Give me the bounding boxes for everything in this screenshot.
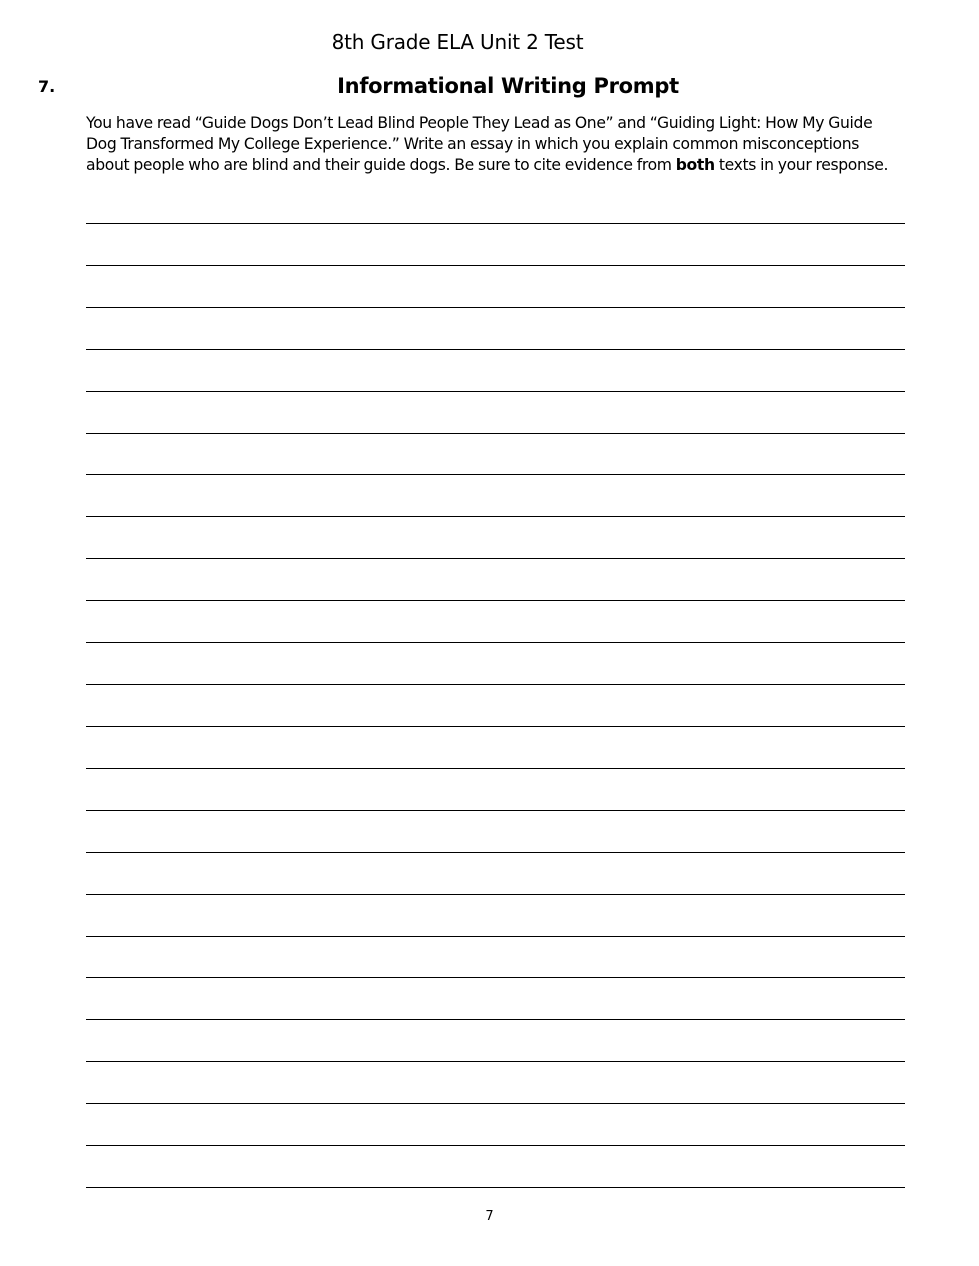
answer-line[interactable]	[86, 600, 905, 601]
answer-line[interactable]	[86, 1145, 905, 1146]
prompt-line: Dog Transformed My College Experience.” Write an essay in which you explain common misconceptions	[86, 135, 860, 153]
answer-line[interactable]	[86, 265, 905, 266]
answer-line[interactable]	[86, 433, 905, 434]
answer-line[interactable]	[86, 307, 905, 308]
answer-line[interactable]	[86, 349, 905, 350]
answer-line[interactable]	[86, 1187, 905, 1188]
answer-line[interactable]	[86, 223, 905, 224]
prompt-line-text: texts in your response.	[714, 156, 889, 174]
answer-line[interactable]	[86, 642, 905, 643]
answer-line[interactable]	[86, 1019, 905, 1020]
answer-line[interactable]	[86, 852, 905, 853]
answer-line[interactable]	[86, 1103, 905, 1104]
emphasis-both: both	[675, 156, 715, 174]
prompt-title: Informational Writing Prompt	[337, 74, 679, 98]
answer-line[interactable]	[86, 474, 905, 475]
prompt-line: You have read “Guide Dogs Don’t Lead Blind People They Lead as One” and “Guiding Light: How My Guide	[86, 114, 873, 132]
answer-line[interactable]	[86, 894, 905, 895]
answer-line[interactable]	[86, 391, 905, 392]
prompt-line	[86, 155, 938, 176]
page-number: 7	[485, 1209, 494, 1224]
answer-line[interactable]	[86, 684, 905, 685]
answer-line[interactable]	[86, 516, 905, 517]
answer-line[interactable]	[86, 977, 905, 978]
page-header: 8th Grade ELA Unit 2 Test	[331, 30, 584, 54]
prompt-text	[86, 113, 938, 176]
answer-line[interactable]	[86, 768, 905, 769]
question-number: 7.	[38, 77, 56, 96]
answer-line[interactable]	[86, 810, 905, 811]
answer-line[interactable]	[86, 558, 905, 559]
prompt-line-text: about people who are blind and their guide dogs. Be sure to cite evidence from	[86, 156, 676, 174]
answer-line[interactable]	[86, 1061, 905, 1062]
answer-line[interactable]	[86, 936, 905, 937]
answer-line[interactable]	[86, 726, 905, 727]
